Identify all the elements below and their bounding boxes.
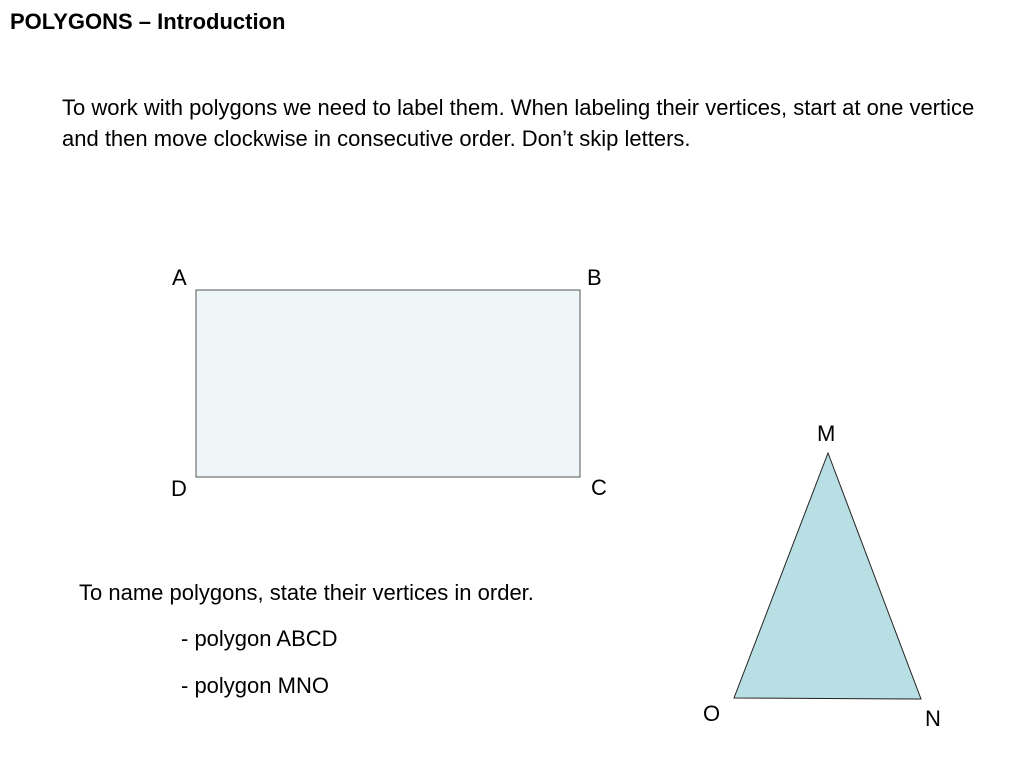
triangle-mno <box>734 453 921 699</box>
vertex-label-a: A <box>172 265 187 290</box>
vertex-label-d: D <box>171 476 187 501</box>
rectangle-abcd <box>196 290 580 477</box>
example-polygon-abcd: - polygon ABCD <box>181 626 338 651</box>
vertex-label-c: C <box>591 475 607 500</box>
vertex-label-o: O <box>703 701 721 726</box>
example-polygon-mno: - polygon MNO <box>181 673 329 698</box>
vertex-label-n: N <box>925 706 941 731</box>
vertex-label-b: B <box>587 265 602 290</box>
naming-heading: To name polygons, state their vertices in order. <box>79 580 534 605</box>
slide-title: POLYGONS – Introduction <box>10 9 286 34</box>
vertex-label-m: M <box>817 421 836 446</box>
intro-paragraph: To work with polygons we need to label them. When labeling their vertices, start at one vertice and then move clockwise in consecutive order. Don’t skip letters. <box>62 95 975 151</box>
